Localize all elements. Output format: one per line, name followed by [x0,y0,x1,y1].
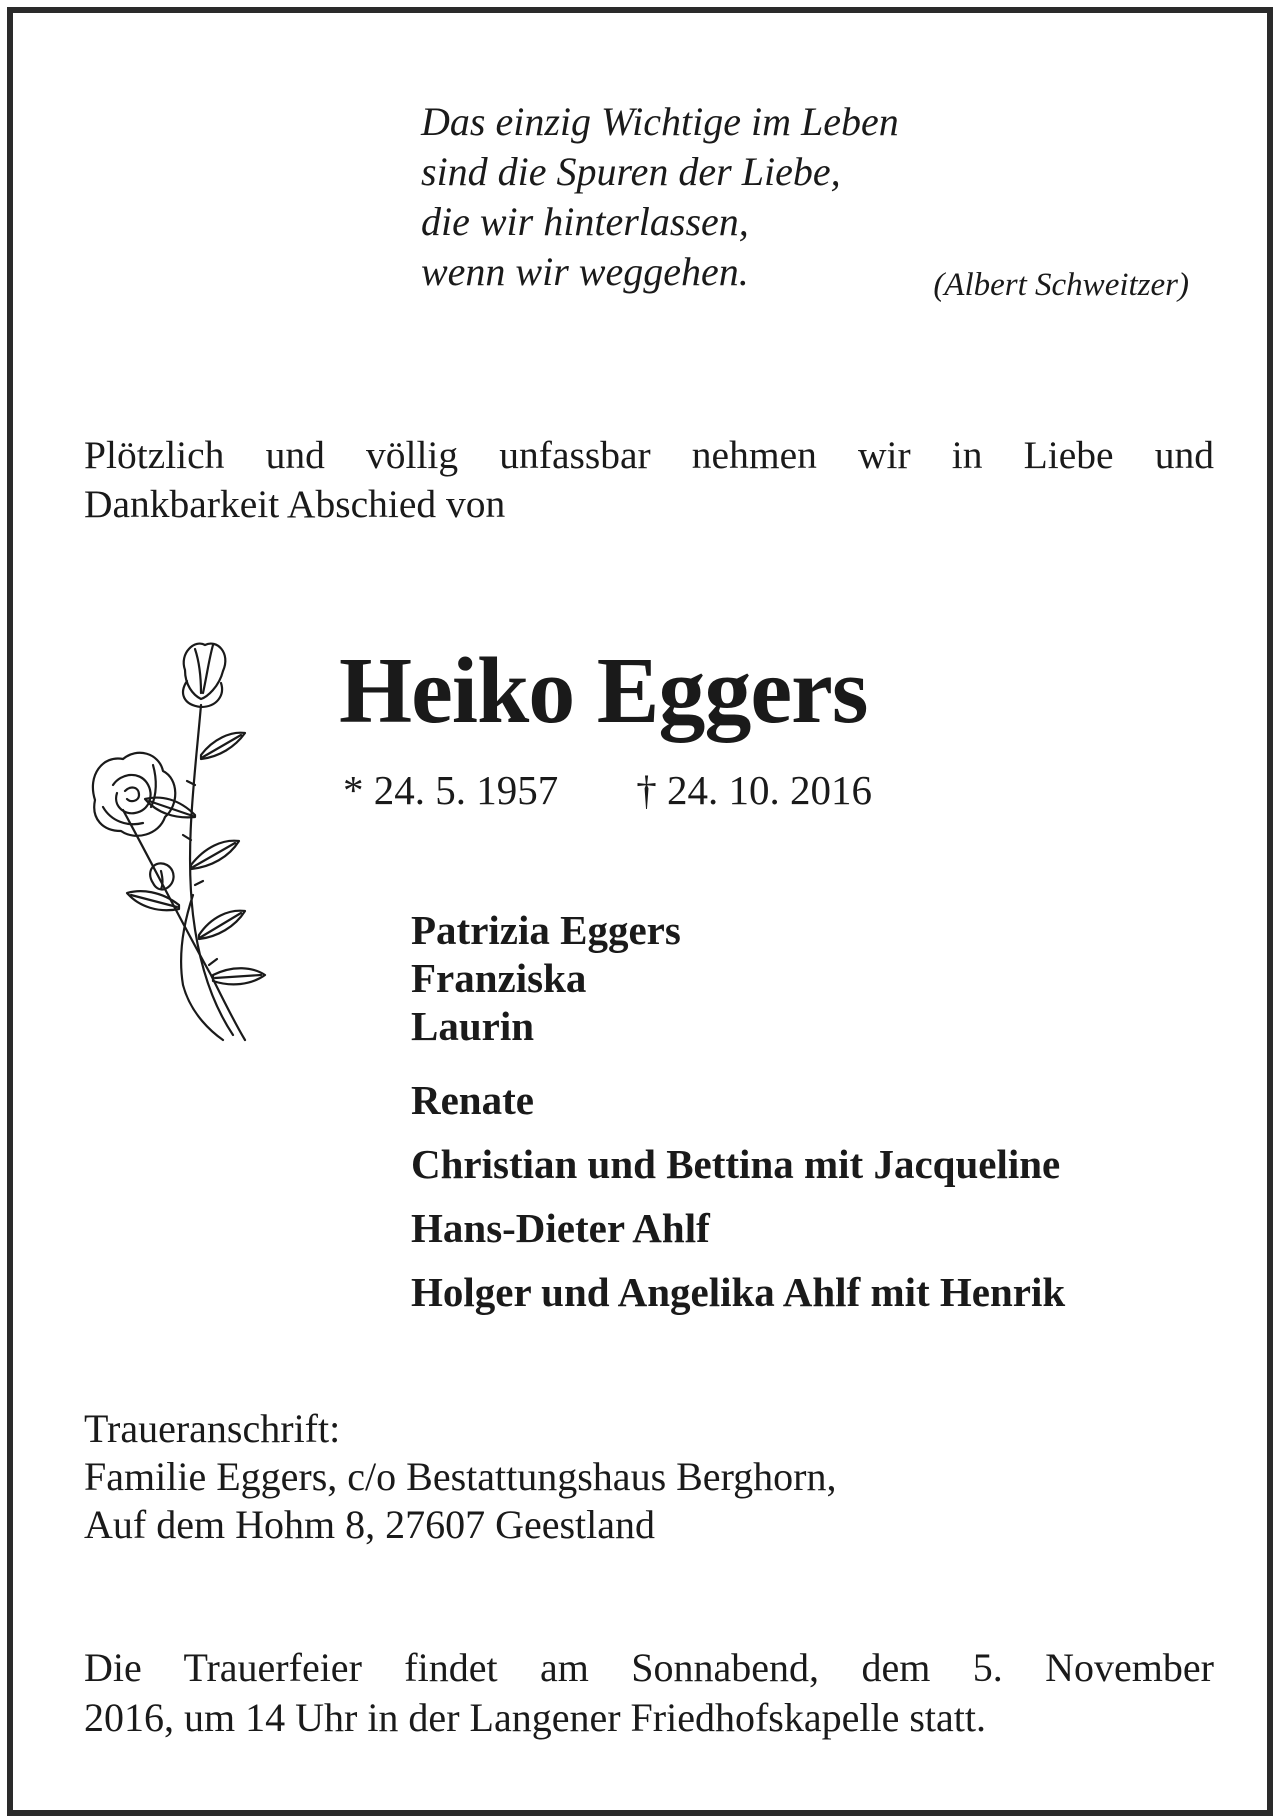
life-dates [343,765,872,815]
family-member: Patrizia Eggers [411,907,681,953]
quote-line: sind die Spuren der Liebe, [421,149,841,194]
service-line: 2016, um 14 Uhr in der Langener Friedhofskapelle statt. [84,1695,986,1740]
funeral-service-info [84,1643,1214,1743]
family-member: Franziska [411,955,587,1001]
obituary-notice [7,7,1273,1816]
birth-date: * 24. 5. 1957 [343,767,559,813]
mourning-address [84,1405,836,1549]
quote-line: die wir hinterlassen, [421,199,749,244]
intro-line: Plötzlich und völlig unfassbar nehmen wir in Liebe und [84,433,1214,477]
intro-text [84,431,1214,529]
family-member: Holger und Angelika Ahlf mit Henrik [411,1269,1066,1315]
address-heading: Traueranschrift: [84,1406,341,1451]
quote-line: Das einzig Wichtige im Leben [421,99,899,144]
rose-drawing-icon [83,635,283,1047]
family-member: Christian und Bettina mit Jacqueline [411,1141,1061,1187]
family-member: Hans-Dieter Ahlf [411,1205,710,1251]
family-list [411,906,1065,1324]
intro-line: Dankbarkeit Abschied von [84,482,506,526]
quote-author: (Albert Schweitzer) [933,267,1189,303]
deceased-name: Heiko Eggers [339,639,868,743]
service-line: Die Trauerfeier findet am Sonnabend, dem 5. November [84,1645,1214,1690]
family-member: Renate [411,1077,534,1123]
quote-line: wenn wir weggehen. [421,249,749,294]
quote-block [421,97,899,297]
death-date: † 24. 10. 2016 [636,767,872,813]
address-line: Familie Eggers, c/o Bestattungshaus Berghorn, [84,1454,837,1499]
address-line: Auf dem Hohm 8, 27607 Geestland [84,1502,656,1547]
family-member: Laurin [411,1003,535,1049]
